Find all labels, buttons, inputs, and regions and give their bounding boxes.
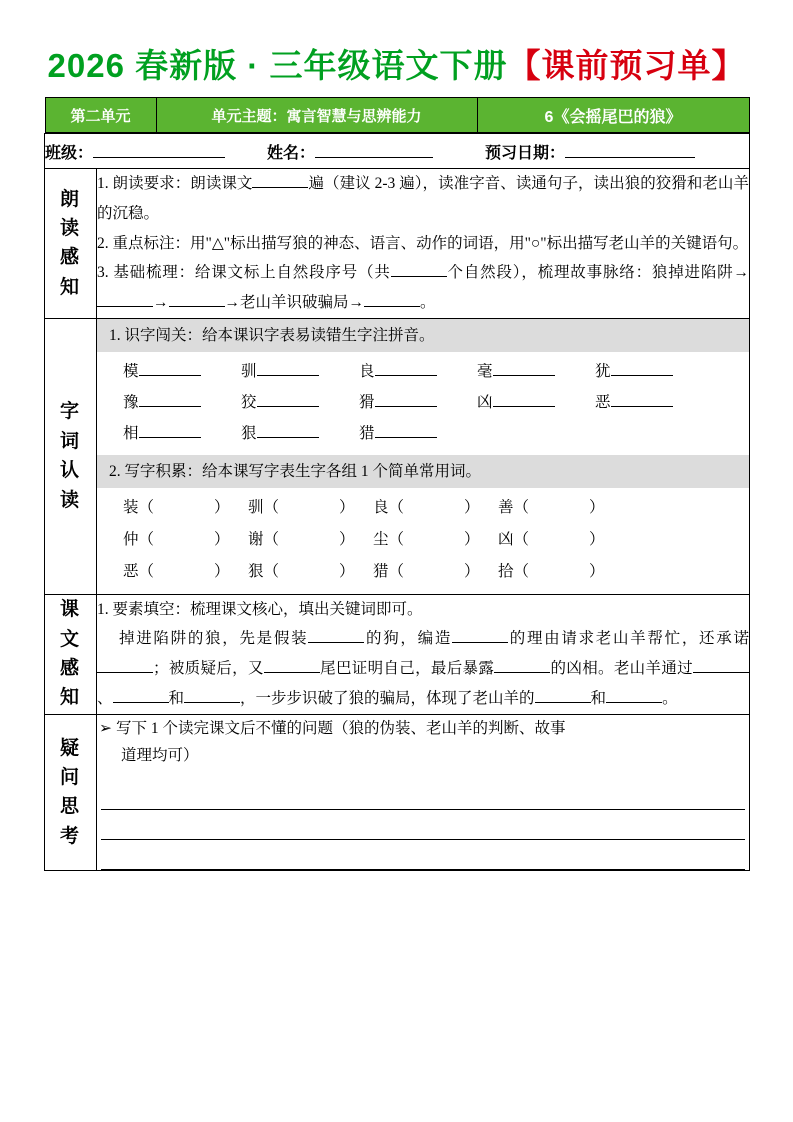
reading-item3-text-c: → — [153, 294, 169, 311]
pinyin-blank[interactable] — [257, 437, 319, 438]
word-building-item: 猎（ ） — [373, 562, 480, 580]
fill-text-f: 的凶相。老山羊通过 — [550, 660, 693, 678]
words-band-1: 1. 识字闯关：给本课识字表易读错生字注拼音。 — [97, 319, 749, 352]
pinyin-blank[interactable] — [257, 375, 319, 376]
section-label-reading — [45, 169, 97, 319]
write-line[interactable] — [101, 810, 745, 840]
section-label-text-sense — [45, 594, 97, 714]
date-field[interactable] — [485, 140, 695, 163]
unit-number: 第二单元 — [45, 98, 156, 133]
reading-item1-text-a: 1. 朗读要求：朗读课文 — [97, 175, 253, 192]
date-label: 预习日期： — [485, 144, 566, 162]
word-char: 尘 — [373, 531, 389, 549]
text-sense-fill-paragraph — [97, 624, 749, 713]
label-char: 思 — [59, 796, 81, 818]
label-char: 知 — [59, 687, 81, 709]
fill-text-j: 和 — [590, 689, 607, 707]
pinyin-item — [359, 387, 477, 418]
label-char: 问 — [59, 767, 81, 788]
questions-prompt-line-2: 道理均可） — [121, 747, 199, 765]
reading-blank-plot-3[interactable] — [364, 306, 420, 307]
pinyin-blank[interactable] — [139, 437, 201, 438]
reading-blank-paragraph-count[interactable] — [391, 276, 447, 277]
reading-item3-text-e: 。 — [420, 294, 436, 311]
pinyin-blank[interactable] — [139, 406, 201, 407]
pinyin-char: 毫 — [477, 363, 493, 380]
pinyin-blank[interactable] — [611, 406, 673, 407]
fill-text-a: 掉进陷阱的狼，先是假装 — [119, 630, 309, 648]
write-line[interactable] — [101, 780, 745, 810]
label-char: 课 — [59, 599, 81, 621]
pinyin-item — [477, 356, 595, 387]
pinyin-item — [241, 387, 359, 418]
pinyin-item — [595, 387, 713, 418]
section-label-questions — [45, 714, 97, 871]
section-label-words — [45, 318, 97, 594]
fill-blank-9[interactable] — [535, 702, 591, 703]
reading-item-1 — [97, 169, 749, 229]
pinyin-item — [241, 418, 359, 449]
section-content-text-sense — [97, 594, 750, 714]
label-char: 考 — [59, 825, 81, 847]
label-char: 词 — [59, 430, 81, 452]
reading-blank-times[interactable] — [252, 187, 308, 188]
label-char: 读 — [59, 489, 81, 511]
word-building-item: 凶（ ） — [498, 531, 605, 549]
class-field[interactable] — [45, 140, 225, 163]
page-title — [44, 40, 749, 87]
pinyin-char: 狠 — [241, 425, 257, 442]
word-building-item: 仲（ ） — [123, 531, 230, 549]
pinyin-char: 相 — [123, 425, 139, 442]
section-reading-row — [45, 169, 750, 319]
word-char: 善 — [498, 499, 514, 517]
unit-theme: 单元主题：寓言智慧与思辨能力 — [156, 98, 477, 133]
fill-blank-4[interactable] — [264, 672, 320, 673]
lesson-title: 6《会摇尾巴的狼》 — [477, 98, 749, 133]
word-building-row — [123, 556, 739, 588]
title-red-text: 【课前预习单】 — [507, 47, 746, 84]
reading-item3-text-a: 3. 基础梳理：给课文标上自然段序号（共 — [97, 264, 391, 282]
word-building-item: 拾（ ） — [498, 562, 605, 580]
fill-blank-7[interactable] — [113, 702, 169, 703]
label-char: 感 — [59, 247, 81, 269]
reading-item-2: 2. 重点标注：用"△"标出描写狼的神态、语言、动作的词语，用"○"标出描写老山羊的关键语句。 — [97, 234, 749, 252]
reading-blank-plot-1[interactable] — [97, 306, 153, 307]
pinyin-blank[interactable] — [493, 375, 555, 376]
pinyin-item — [123, 387, 241, 418]
questions-prompt-text-1: 写下 1 个读完课文后不懂的问题（狼的伪装、老山羊的判断、故事 — [116, 719, 566, 737]
pinyin-char: 猾 — [359, 394, 375, 411]
fill-blank-6[interactable] — [693, 672, 749, 673]
word-char: 狠 — [248, 562, 264, 580]
section-content-questions — [97, 714, 750, 871]
pinyin-blank[interactable] — [257, 406, 319, 407]
section-text-sense-row — [45, 594, 750, 714]
pinyin-char: 模 — [123, 363, 139, 380]
name-field[interactable] — [267, 140, 433, 163]
reading-item-3 — [97, 258, 749, 318]
pinyin-char: 恶 — [595, 394, 611, 411]
fill-text-i: ，一步步识破了狼的骗局，体现了老山羊的 — [240, 689, 535, 707]
title-green-text: 2026 春新版 · 三年级语文下册 — [47, 47, 508, 84]
bullet-arrow-icon: ➢ — [99, 719, 112, 737]
fill-text-h: 和 — [168, 689, 185, 707]
pinyin-item — [359, 356, 477, 387]
fill-blank-10[interactable] — [606, 702, 662, 703]
pinyin-blank[interactable] — [139, 375, 201, 376]
write-line[interactable] — [101, 840, 745, 870]
pinyin-blank[interactable] — [375, 437, 437, 438]
word-char: 谢 — [248, 531, 264, 549]
word-char: 猎 — [373, 562, 389, 580]
fill-text-c: 的理由请求老山羊帮忙，还承诺 — [508, 630, 749, 648]
pinyin-item — [241, 356, 359, 387]
word-building-item: 驯（ ） — [248, 499, 355, 517]
word-char: 仲 — [123, 531, 139, 549]
pinyin-item — [123, 356, 241, 387]
pinyin-row — [123, 418, 739, 449]
pinyin-char: 凶 — [477, 394, 493, 411]
fill-blank-3[interactable] — [97, 672, 153, 673]
words-band-2: 2. 写字积累：给本课写字表生字各组 1 个简单常用词。 — [97, 455, 749, 488]
pinyin-char: 犹 — [595, 363, 611, 380]
pinyin-item — [595, 356, 713, 387]
pinyin-blank[interactable] — [611, 375, 673, 376]
pinyin-item — [123, 418, 241, 449]
word-building-item: 良（ ） — [373, 499, 480, 517]
word-building-item: 尘（ ） — [373, 531, 480, 549]
unit-header-row — [45, 97, 750, 134]
word-char: 恶 — [123, 562, 139, 580]
name-input-blank[interactable] — [315, 143, 433, 158]
label-char: 感 — [59, 658, 81, 680]
section-questions-row — [45, 714, 750, 871]
fill-blank-1[interactable] — [308, 642, 364, 643]
word-char: 拾 — [498, 562, 514, 580]
fill-text-k: 。 — [662, 689, 678, 707]
pinyin-char: 驯 — [241, 363, 257, 380]
worksheet-table — [44, 97, 750, 871]
pinyin-item — [359, 418, 477, 449]
reading-item3-text-b: 个自然段），梳理故事脉络：狼掉进陷阱→ — [446, 264, 749, 282]
answer-write-lines — [97, 780, 749, 870]
pinyin-grid — [97, 352, 749, 455]
label-char: 认 — [59, 460, 81, 482]
fill-blank-2[interactable] — [452, 642, 508, 643]
label-char: 读 — [59, 217, 81, 239]
word-building-grid — [97, 488, 749, 593]
fill-blank-5[interactable] — [494, 672, 550, 673]
fill-text-b: 的狗，编造 — [364, 630, 453, 648]
word-building-item: 装（ ） — [123, 499, 230, 517]
fill-text-e: 尾巴证明自己，最后暴露 — [319, 660, 495, 678]
pinyin-blank[interactable] — [375, 375, 437, 376]
section-content-words — [97, 318, 750, 594]
label-char: 疑 — [59, 737, 81, 759]
class-input-blank[interactable] — [93, 143, 225, 158]
word-building-item: 谢（ ） — [248, 531, 355, 549]
word-char: 装 — [123, 499, 139, 517]
fill-blank-8[interactable] — [184, 702, 240, 703]
word-building-item: 狠（ ） — [248, 562, 355, 580]
fill-text-d: ；被质疑后，又 — [153, 660, 264, 678]
word-building-item: 恶（ ） — [123, 562, 230, 580]
word-char: 良 — [373, 499, 389, 517]
date-input-blank[interactable] — [565, 143, 695, 158]
word-char: 驯 — [248, 499, 264, 517]
pinyin-char: 豫 — [123, 394, 139, 411]
fill-text-g: 、 — [97, 689, 113, 707]
word-building-row — [123, 492, 739, 524]
pinyin-char: 猎 — [359, 425, 375, 442]
label-char: 文 — [59, 628, 81, 650]
questions-prompt-line-1 — [97, 715, 749, 743]
section-content-reading — [97, 169, 750, 319]
reading-item3-text-d: →老山羊识破骗局→ — [224, 294, 365, 311]
word-building-row — [123, 524, 739, 556]
label-char: 知 — [59, 276, 81, 298]
pinyin-blank[interactable] — [375, 406, 437, 407]
pinyin-item — [477, 387, 595, 418]
text-sense-item-1: 1. 要素填空：梳理课文核心，填出关键词即可。 — [97, 600, 423, 618]
reading-blank-plot-2[interactable] — [169, 306, 225, 307]
word-char: 凶 — [498, 531, 514, 549]
section-words-row — [45, 318, 750, 594]
pinyin-char: 狡 — [241, 394, 257, 411]
word-building-item: 善（ ） — [498, 499, 605, 517]
pinyin-char: 良 — [359, 363, 375, 380]
pinyin-row — [123, 387, 739, 418]
pinyin-blank[interactable] — [493, 406, 555, 407]
label-char: 字 — [59, 401, 81, 423]
label-char: 朗 — [59, 188, 81, 210]
reading-item1-text-b: 遍（建议 2-3 遍），读准字音、读通句子，读出狼的狡猾和老山羊的沉稳。 — [97, 175, 749, 222]
student-info-row — [45, 134, 750, 169]
pinyin-row — [123, 356, 739, 387]
class-label: 班级： — [45, 144, 94, 162]
name-label: 姓名： — [267, 144, 316, 162]
